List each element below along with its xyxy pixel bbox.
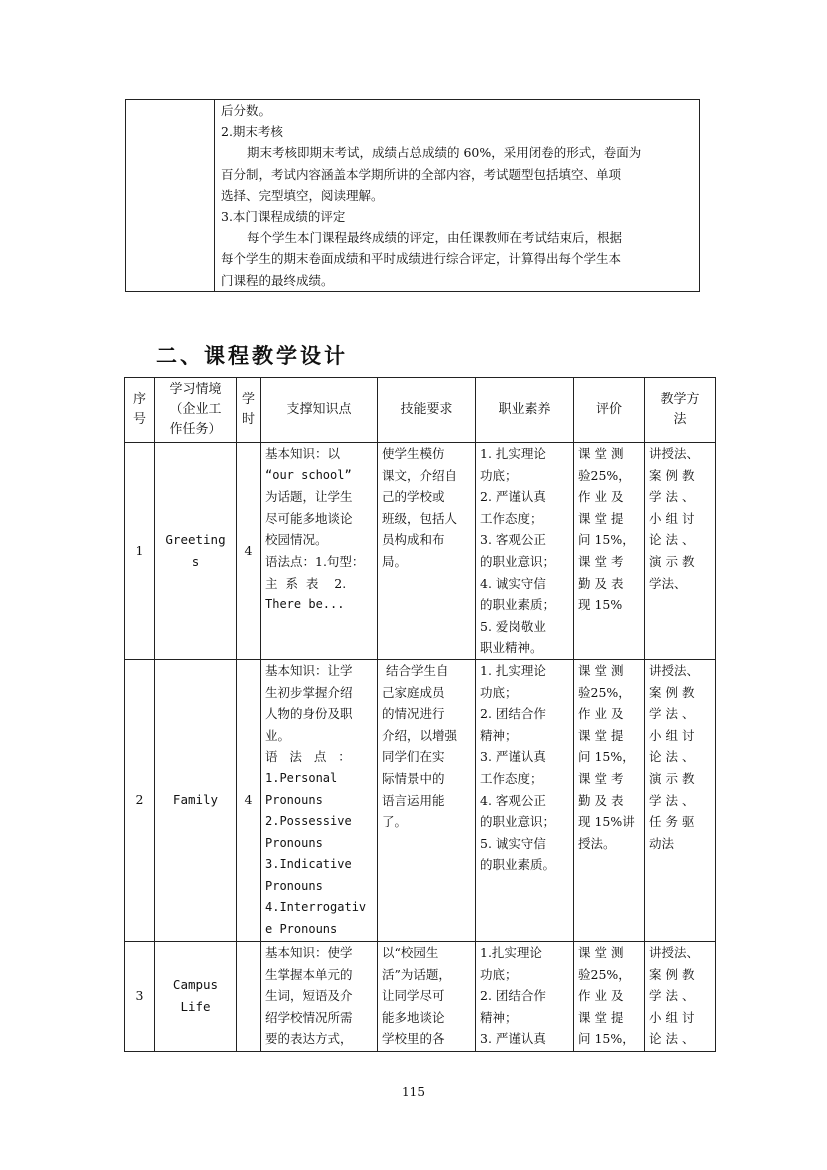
skills-line: 的情况进行 <box>382 706 445 722</box>
table-header-row <box>125 378 716 443</box>
knowledge-line: 1.Personal <box>265 770 338 785</box>
row-quality <box>476 941 574 1051</box>
row-skills <box>378 941 476 1051</box>
knowledge-line: 为话题，让学生 <box>265 489 353 505</box>
row-number: 1 <box>125 443 155 660</box>
row-method <box>645 443 716 660</box>
assessment-text-line: 期末考核即期末考试，成绩占总成绩的 60%，采用闭卷的形式，卷面为 <box>247 145 642 161</box>
quality-line: 的职业素质。 <box>480 857 556 873</box>
quality-line: 3. 严谨认真 <box>480 1031 546 1047</box>
evaluation-line: 问 15%， <box>578 1031 635 1047</box>
knowledge-line: 基本知识：使学 <box>265 944 353 960</box>
header-situation-line: 作任务） <box>169 422 222 437</box>
knowledge-line: Pronouns <box>265 792 323 807</box>
method-line: 案 例 教 <box>649 684 695 700</box>
knowledge-line: There be... <box>265 597 345 612</box>
row-knowledge <box>261 659 378 941</box>
quality-line: 的职业意识； <box>480 814 556 830</box>
quality-line: 3. 严谨认真 <box>480 749 546 765</box>
skills-line: 活”为话题， <box>382 966 451 982</box>
quality-line: 职业精神。 <box>480 640 543 656</box>
quality-line: 功底； <box>480 684 518 700</box>
knowledge-line: 生词，短语及介 <box>265 988 353 1004</box>
table-row <box>125 659 716 941</box>
skills-line: 同学们在实 <box>382 749 445 765</box>
header-evaluation: 评价 <box>574 378 645 443</box>
row-skills <box>378 443 476 660</box>
skills-line: 使学生模仿 <box>382 446 445 461</box>
method-line: 讲授法、 <box>649 446 700 461</box>
knowledge-line: 人物的身份及职 <box>265 706 353 722</box>
evaluation-line: 现 15% <box>578 597 623 613</box>
course-design-table <box>124 377 716 1052</box>
knowledge-line: 4.Interrogativ <box>265 900 367 915</box>
knowledge-line: 语法点：1.句型： <box>265 553 365 569</box>
method-line: 学 法 、 <box>649 988 695 1004</box>
skills-line: 课文，介绍自 <box>382 467 458 483</box>
skills-line: 学校里的各 <box>382 1031 445 1047</box>
row-hours <box>237 941 261 1051</box>
assessment-label-cell <box>126 100 215 292</box>
quality-line: 功底； <box>480 966 518 982</box>
evaluation-line: 课 堂 测 <box>578 944 624 960</box>
quality-line: 2. 团结合作 <box>480 988 546 1004</box>
knowledge-line: “our school” <box>265 467 352 482</box>
assessment-subheading: 2.期末考核 <box>221 124 283 140</box>
method-line: 学 法 、 <box>649 706 695 722</box>
header-no <box>125 378 155 443</box>
table-row <box>125 941 716 1051</box>
knowledge-line: 基本知识：让学 <box>265 662 353 678</box>
method-line: 小 组 讨 <box>649 510 695 526</box>
row-hours: 4 <box>237 443 261 660</box>
skills-line: 以“校园生 <box>382 944 439 960</box>
knowledge-line: 2.Possessive <box>265 814 352 829</box>
evaluation-line: 课 堂 提 <box>578 1009 624 1025</box>
evaluation-line: 作 业 及 <box>578 489 624 505</box>
evaluation-line: 课 堂 提 <box>578 510 624 526</box>
evaluation-line: 问 15%， <box>578 749 635 765</box>
header-hours-line: 时 <box>241 412 255 427</box>
knowledge-line: 主 系 表 2. <box>265 575 347 591</box>
header-situation-line: 学习情境 <box>169 382 222 397</box>
header-no-line: 号 <box>132 412 146 427</box>
assessment-text-line: 选择、完型填空，阅读理解。 <box>221 187 384 203</box>
evaluation-line: 问 15%， <box>578 532 635 548</box>
method-line: 演 示 教 <box>649 770 695 786</box>
knowledge-line: 生初步掌握介绍 <box>265 684 353 700</box>
evaluation-line: 课 堂 测 <box>578 446 624 461</box>
skills-line: 结合学生自 <box>382 662 449 678</box>
row-quality <box>476 659 574 941</box>
quality-line: 功底； <box>480 467 518 483</box>
header-no-line: 序 <box>132 392 146 407</box>
evaluation-line: 作 业 及 <box>578 706 624 722</box>
row-skills <box>378 659 476 941</box>
header-situation-line: （企业工 <box>169 402 222 417</box>
evaluation-line: 课 堂 考 <box>578 553 624 569</box>
knowledge-line: 3.Indicative <box>265 857 352 872</box>
knowledge-line: 语 法 点 ： <box>265 749 351 765</box>
quality-line: 5. 诚实守信 <box>480 835 546 851</box>
header-knowledge: 支撑知识点 <box>261 378 378 443</box>
header-skills: 技能要求 <box>378 378 476 443</box>
quality-line: 工作态度； <box>480 770 543 786</box>
table-row <box>125 443 716 660</box>
method-line: 学 法 、 <box>649 792 695 808</box>
knowledge-line: 校园情况。 <box>265 532 328 548</box>
skills-line: 局。 <box>382 553 408 569</box>
row-quality <box>476 443 574 660</box>
quality-line: 5. 爱岗敬业 <box>480 618 546 634</box>
evaluation-line: 作 业 及 <box>578 988 624 1004</box>
quality-line: 精神； <box>480 1009 518 1025</box>
method-line: 论 法 、 <box>649 1031 695 1047</box>
method-line: 小 组 讨 <box>649 727 695 743</box>
row-method <box>645 941 716 1051</box>
method-line: 论 法 、 <box>649 749 695 765</box>
method-line: 案 例 教 <box>649 467 695 483</box>
evaluation-line: 勤 及 表 <box>578 575 624 591</box>
quality-line: 4. 客观公正 <box>480 792 546 808</box>
quality-line: 工作态度； <box>480 510 543 526</box>
skills-line: 让同学尽可 <box>382 988 445 1004</box>
method-line: 任 务 驱 <box>649 814 695 830</box>
method-line: 小 组 讨 <box>649 1009 695 1025</box>
assessment-text-line: 每个学生本门课程最终成绩的评定，由任课教师在考试结束后，根据 <box>247 230 623 246</box>
situation-line: Life <box>180 999 211 1015</box>
skills-line: 了。 <box>382 814 408 830</box>
quality-line: 1.扎实理论 <box>480 944 542 960</box>
header-method-line: 教学方 <box>660 392 700 407</box>
skills-line: 介绍，以增强 <box>382 727 458 743</box>
quality-line: 2. 团结合作 <box>480 706 546 722</box>
header-method <box>645 378 716 443</box>
situation-line: s <box>191 553 200 569</box>
quality-line: 的职业意识； <box>480 553 556 569</box>
row-number: 2 <box>125 659 155 941</box>
situation-line: Greeting <box>165 531 226 547</box>
quality-line: 精神； <box>480 727 518 743</box>
row-situation <box>155 941 237 1051</box>
assessment-content-cell <box>215 100 700 292</box>
row-hours: 4 <box>237 659 261 941</box>
skills-line: 员构成和布 <box>382 532 445 548</box>
quality-line: 1. 扎实理论 <box>480 446 546 461</box>
assessment-text-line: 门课程的最终成绩。 <box>221 272 334 288</box>
row-evaluation <box>574 443 645 660</box>
knowledge-line: 生掌握本单元的 <box>265 966 353 982</box>
evaluation-line: 课 堂 考 <box>578 770 624 786</box>
section-heading: 二、课程教学设计 <box>156 344 348 368</box>
quality-line: 的职业素质； <box>480 597 556 613</box>
skills-line: 语言运用能 <box>382 792 445 808</box>
page-number: 115 <box>402 1085 425 1099</box>
row-method <box>645 659 716 941</box>
evaluation-line: 现 15%讲 <box>578 814 635 830</box>
skills-line: 能多地谈论 <box>382 1009 445 1025</box>
header-hours-line: 学 <box>241 392 255 407</box>
method-line: 论 法 、 <box>649 532 695 548</box>
method-line: 讲授法、 <box>649 944 700 960</box>
knowledge-line: 基本知识：以 <box>265 446 341 461</box>
assessment-subheading: 3.本门课程成绩的评定 <box>221 209 346 225</box>
quality-line: 1. 扎实理论 <box>480 662 546 678</box>
assessment-table-continuation <box>125 99 700 292</box>
row-evaluation <box>574 659 645 941</box>
assessment-text-line: 百分制，考试内容涵盖本学期所讲的全部内容，考试题型包括填空、单项 <box>221 166 622 182</box>
evaluation-line: 验25%， <box>578 966 631 982</box>
skills-line: 班级，包括人 <box>382 510 458 526</box>
situation-line: Campus <box>172 977 219 993</box>
header-situation <box>155 378 237 443</box>
method-line: 动法 <box>649 835 675 851</box>
evaluation-line: 勤 及 表 <box>578 792 624 808</box>
assessment-text-line: 每个学生的期末卷面成绩和平时成绩进行综合评定，计算得出每个学生本 <box>221 251 622 267</box>
header-hours <box>237 378 261 443</box>
assessment-text-line: 后分数。 <box>221 103 272 118</box>
method-line: 演 示 教 <box>649 553 695 569</box>
evaluation-line: 验25%， <box>578 684 631 700</box>
evaluation-line: 授法。 <box>578 835 616 851</box>
evaluation-line: 验25%， <box>578 467 631 483</box>
quality-line: 4. 诚实守信 <box>480 575 546 591</box>
situation-line: Family <box>172 792 219 808</box>
quality-line: 2. 严谨认真 <box>480 489 546 505</box>
method-line: 学法、 <box>649 575 687 591</box>
evaluation-line: 课 堂 测 <box>578 662 624 678</box>
method-line: 案 例 教 <box>649 966 695 982</box>
skills-line: 己家庭成员 <box>382 684 445 700</box>
knowledge-line: 绍学校情况所需 <box>265 1009 353 1025</box>
knowledge-line: 要的表达方式， <box>265 1031 353 1047</box>
quality-line: 3. 客观公正 <box>480 532 546 548</box>
skills-line: 己的学校或 <box>382 489 445 505</box>
method-line: 讲授法、 <box>649 662 700 678</box>
knowledge-line: Pronouns <box>265 878 323 893</box>
header-quality: 职业素养 <box>476 378 574 443</box>
knowledge-line: Pronouns <box>265 835 323 850</box>
method-line: 学 法 、 <box>649 489 695 505</box>
header-method-line: 法 <box>673 412 687 427</box>
knowledge-line: 业。 <box>265 727 291 743</box>
row-knowledge <box>261 443 378 660</box>
evaluation-line: 课 堂 提 <box>578 727 624 743</box>
knowledge-line: 尽可能多地谈论 <box>265 510 353 526</box>
row-situation <box>155 443 237 660</box>
skills-line: 际情景中的 <box>382 770 445 786</box>
row-number: 3 <box>125 941 155 1051</box>
row-situation <box>155 659 237 941</box>
row-knowledge <box>261 941 378 1051</box>
knowledge-line: e Pronouns <box>265 922 338 937</box>
row-evaluation <box>574 941 645 1051</box>
